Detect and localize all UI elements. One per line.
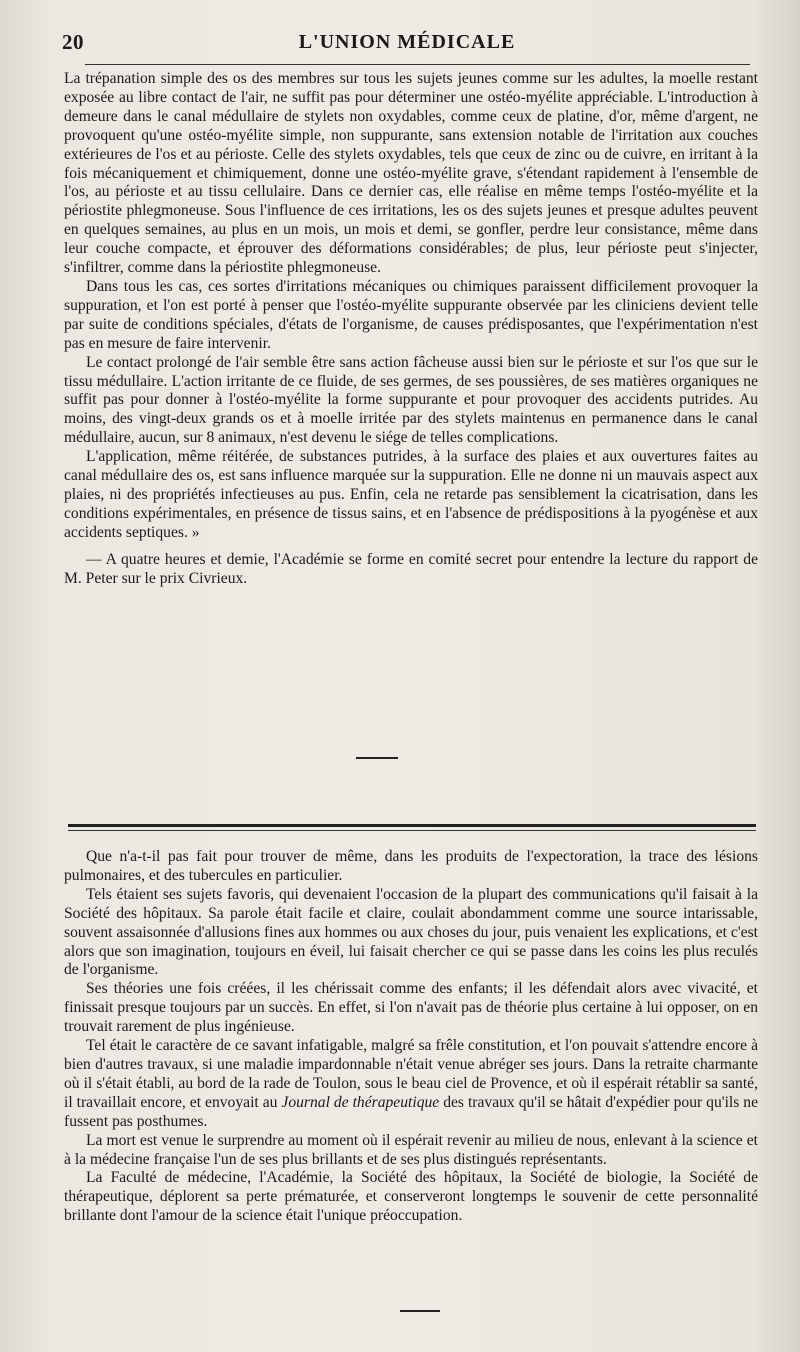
paragraph: Dans tous les cas, ces sortes d'irritations mécaniques ou chimiques paraissent difficilement provoquer la suppuration, et l'on est porté à penser que l'ostéo-myélite suppurante observée par les cliniciens devient telle par suite de conditions spéciales, d'états de l'organisme, de causes prédisposantes, que l'expérimentation n'est pas en mesure de faire intervenir. (64, 277, 758, 352)
feuilleton-divider (68, 824, 756, 827)
section-separator (356, 757, 398, 759)
text-run: des travaux qu'il se hâtait d'expédier pour qu'ils ne fussent pas posthumes. (64, 1093, 758, 1130)
feuilleton-divider-thin (68, 830, 756, 831)
page-number: 20 (62, 30, 84, 54)
paragraph: La Faculté de médecine, l'Académie, la Société des hôpitaux, la Société de biologie, la Société de thérapeutique, déplorent sa perte prématurée, et conserveront longtemps le souvenir de cette personnalité brillante dont l'amour de la science était l'unique préoccupation. (64, 1169, 758, 1225)
paragraph: Tels étaient ses sujets favoris, qui devenaient l'occasion de la plupart des communications qu'il faisait à la Société des hôpitaux. Sa parole était facile et claire, coulait abondamment comme une source intarissable, souvent assaisonnée d'allusions fines aux hommes ou aux choses du jour, puis venaient les explications, et c'est alors que son imagination, toujours en éveil, lui faisait chercher ce qui se passe dans les coins les plus reculés de l'organisme. (64, 885, 758, 979)
page-header (62, 30, 752, 58)
paragraph: L'application, même réitérée, de substances putrides, à la surface des plaies et aux ouvertures faites au canal médullaire des os, est sans influence marquée sur la suppuration. Elle ne donne ni un mauvais aspect aux plaies, ni des propriétés infectieuses au pus. Enfin, cela ne retarde pas sensiblement la cicatrisation, dans les conditions expérimentales, en présence de tissus sains, et en l'absence de prédispositions à la pyogénèse et aux accidents septiques. » (64, 448, 758, 541)
paragraph: Le contact prolongé de l'air semble être sans action fâcheuse aussi bien sur le périoste et sur l'os que sur le tissu médullaire. L'action irritante de ce fluide, de ses germes, de ses poussières, de ses matières organiques ne suffit pas pour donner à l'ostéo-myélite la forme suppurante et pour provoquer des accidents putrides. Au moins, des vingt-deux grands os et à moelle irritée par des stylets maintenus en permanence dans le canal médullaire, aucun, sur 8 animaux, n'est devenu le siége de telles complications. (64, 353, 758, 447)
journal-reference: Journal de thérapeutique (281, 1093, 440, 1111)
paragraph: La trépanation simple des os des membres sur tous les sujets jeunes comme sur les adultes, la moelle restant exposée au libre contact de l'air, ne suffit pas pour déterminer une ostéo-myélite appréciable. L'introduction à demeure dans le canal médullaire de stylets non oxydables, comme ceux de platine, d'or, même d'argent, ne provoquent qu'une ostéo-myélite simple, non suppurante, sans extension notable de l'irritation aux couches extérieures de l'os et au périoste. Celle des stylets oxydables, tels que ceux de zinc ou de cuivre, en irritant à la fois mécaniquement et chimiquement, donne une ostéo-myélite grave, s'étendant rapidement à l'ensemble de l'os, au périoste et au tissu cellulaire. Dans ce dernier cas, elle réalise en même temps l'ostéo-myélite et la périostite phlegmoneuse. Sous l'influence de ces irritations, les os des sujets jeunes et presque adultes peuvent en quelques semaines, au plus en un mois, un mois et demi, se gonfler, perdre leur consistance, même dans leur couche compacte, et éprouver des déformations considérables; de plus, leur périoste peut s'injecter, s'infiltrer, comme dans la périostite phlegmoneuse. (64, 70, 758, 277)
header-rule (85, 64, 750, 65)
paragraph: Ses théories une fois créées, il les chérissait comme des enfants; il les défendait alors avec vivacité, et finissait presque toujours par un succès. En effet, si l'on n'avait pas de théorie plus certaine à lui opposer, on en trouvait rarement de plus ingénieuse. (64, 980, 758, 1036)
article-bottom (64, 848, 758, 1226)
article-top (64, 70, 758, 588)
paragraph-academy-note: — A quatre heures et demie, l'Académie se forme en comité secret pour entendre la lecture du rapport de M. Peter sur le prix Civrieux. (64, 550, 758, 587)
end-rule (400, 1310, 440, 1312)
paragraph: Que n'a-t-il pas fait pour trouver de même, dans les produits de l'expectoration, la trace des lésions pulmonaires, et des tubercules en particulier. (64, 848, 758, 884)
journal-title: L'UNION MÉDICALE (298, 31, 516, 53)
paragraph: La mort est venue le surprendre au moment où il espérait revenir au milieu de nous, enlevant à la science et à la médecine française l'un de ses plus brillants et de ses plus distingués représentants. (64, 1131, 758, 1168)
text-run: Tel était le caractère de ce savant infatigable, malgré sa frêle constitution, et l'on pouvait s'attendre encore à bien d'autres travaux, si une maladie impardonnable n'était venue abréger ses jours. Dans la retraite charmante où il s'était établi, au bord de la rade de Toulon, sous le beau ciel de Provence, et où il espérait rétablir sa santé, il travaillait encore, et envoyait au (64, 1037, 758, 1111)
paragraph (64, 1037, 758, 1132)
